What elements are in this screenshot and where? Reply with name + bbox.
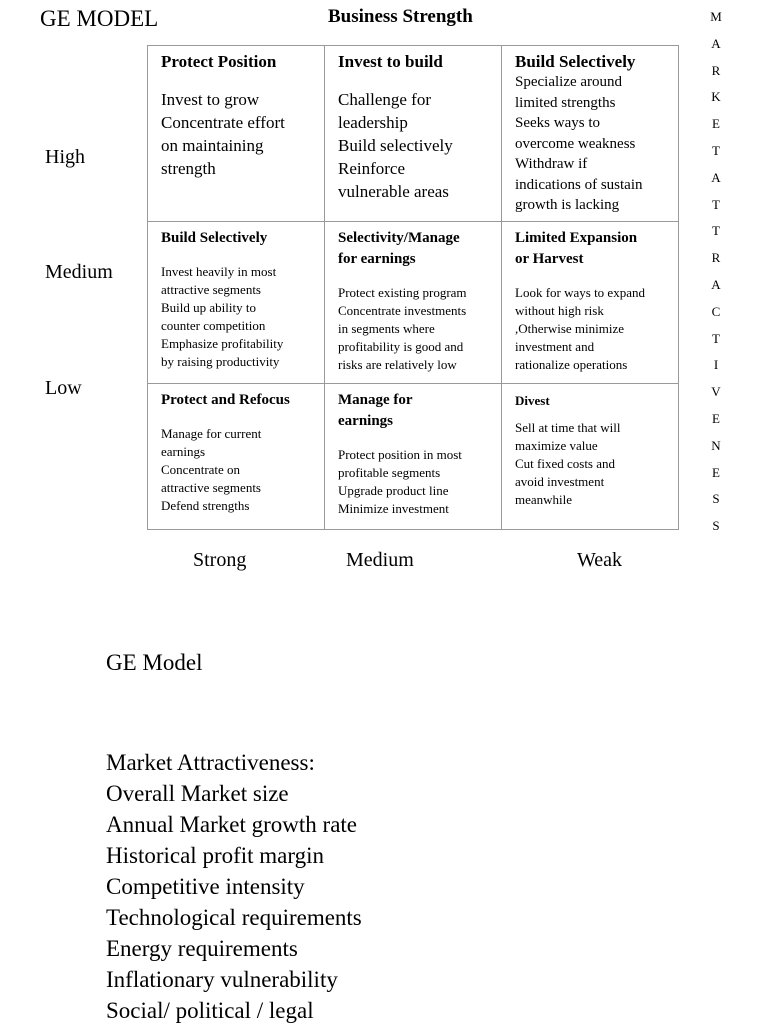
cell-title: Divest	[515, 393, 550, 408]
column-label-medium: Medium	[346, 549, 414, 571]
row-label-medium: Medium	[45, 261, 113, 283]
vertical-letter: A	[711, 276, 721, 292]
cell-limited-expansion	[502, 222, 679, 384]
vertical-letter: E	[712, 116, 720, 132]
vertical-letter: V	[711, 384, 721, 400]
factor-item: Energy requirements	[106, 936, 298, 961]
cell-title: Limited Expansion or Harvest	[515, 230, 638, 267]
business-strength-header: Business Strength	[328, 6, 473, 27]
vertical-letter: N	[711, 437, 721, 453]
vertical-letter: K	[711, 89, 721, 105]
matrix-row-medium	[148, 222, 679, 384]
market-attractiveness-vertical-label	[705, 4, 727, 540]
row-label-high: High	[45, 146, 85, 168]
cell-title: Build Selectively	[161, 230, 268, 246]
vertical-letter: C	[711, 303, 721, 319]
cell-body: Specialize around limited strengths Seeks ways to overcome weakness Withdraw if indications of sustain growth is lacking	[515, 74, 643, 213]
cell-manage-for-earnings	[325, 384, 502, 530]
cell-body: Invest heavily in most attractive segments Build up ability to counter competition Emphasize profitability by raising productivity	[161, 264, 284, 369]
cell-body: Challenge for leadership Build selectively Reinforce vulnerable areas	[338, 90, 453, 201]
cell-title: Invest to build	[338, 52, 443, 71]
cell-title: Build Selectively	[515, 52, 636, 71]
cell-body: Protect position in most profitable segments Upgrade product line Minimize investment	[338, 447, 462, 516]
cell-protect-position	[148, 46, 325, 222]
factor-item: Social/ political / legal	[106, 998, 314, 1023]
row-label-low: Low	[45, 377, 82, 399]
section-title: GE Model	[106, 650, 203, 675]
cell-body: Sell at time that will maximize value Cut fixed costs and avoid investment meanwhile	[515, 420, 621, 507]
vertical-letter: R	[711, 62, 721, 78]
cell-build-selectively-high	[502, 46, 679, 222]
factor-item: Competitive intensity	[106, 874, 305, 899]
vertical-letter: A	[711, 35, 721, 51]
vertical-letter: E	[712, 464, 720, 480]
market-attractiveness-factor-list	[106, 747, 362, 1026]
vertical-letter: R	[711, 250, 721, 266]
cell-body: Protect existing program Concentrate investments in segments where profitability is good and risks are relatively low	[338, 285, 467, 372]
cell-title: Selectivity/Manage for earnings	[338, 230, 460, 267]
cell-title: Manage for earnings	[338, 392, 413, 429]
cell-title: Protect Position	[161, 52, 277, 71]
vertical-letter: A	[711, 169, 721, 185]
vertical-letter: T	[712, 330, 720, 346]
cell-body: Invest to grow Concentrate effort on maintaining strength	[161, 90, 285, 178]
vertical-letter: M	[710, 9, 722, 24]
factor-item: Inflationary vulnerability	[106, 967, 338, 992]
matrix-row-low	[148, 384, 679, 530]
matrix-row-high	[148, 46, 679, 222]
factor-list-heading: Market Attractiveness:	[106, 750, 315, 775]
vertical-letter: T	[712, 223, 720, 239]
factor-item: Annual Market growth rate	[106, 812, 358, 837]
cell-selectivity-manage	[325, 222, 502, 384]
factor-item: Technological requirements	[106, 905, 362, 930]
vertical-letter: I	[713, 357, 719, 373]
factor-item: Historical profit margin	[106, 843, 325, 868]
vertical-letter: T	[712, 142, 720, 158]
column-label-strong: Strong	[193, 549, 247, 571]
cell-title: Protect and Refocus	[161, 392, 290, 408]
factor-item: Overall Market size	[106, 781, 289, 806]
vertical-letter: S	[712, 518, 720, 534]
vertical-letter: S	[712, 491, 720, 507]
cell-protect-and-refocus	[148, 384, 325, 530]
page-title: GE MODEL	[40, 6, 159, 31]
cell-build-selectively-medium	[148, 222, 325, 384]
cell-body: Look for ways to expand without high risk ,Otherwise minimize investment and rationalize operations	[515, 285, 645, 372]
ge-matrix-grid	[147, 45, 679, 530]
cell-body: Manage for current earnings Concentrate on attractive segments Defend strengths	[161, 426, 262, 513]
cell-divest	[502, 384, 679, 530]
cell-invest-to-build	[325, 46, 502, 222]
column-label-weak: Weak	[577, 549, 623, 571]
vertical-letter: E	[712, 410, 720, 426]
vertical-letter: T	[712, 196, 720, 212]
